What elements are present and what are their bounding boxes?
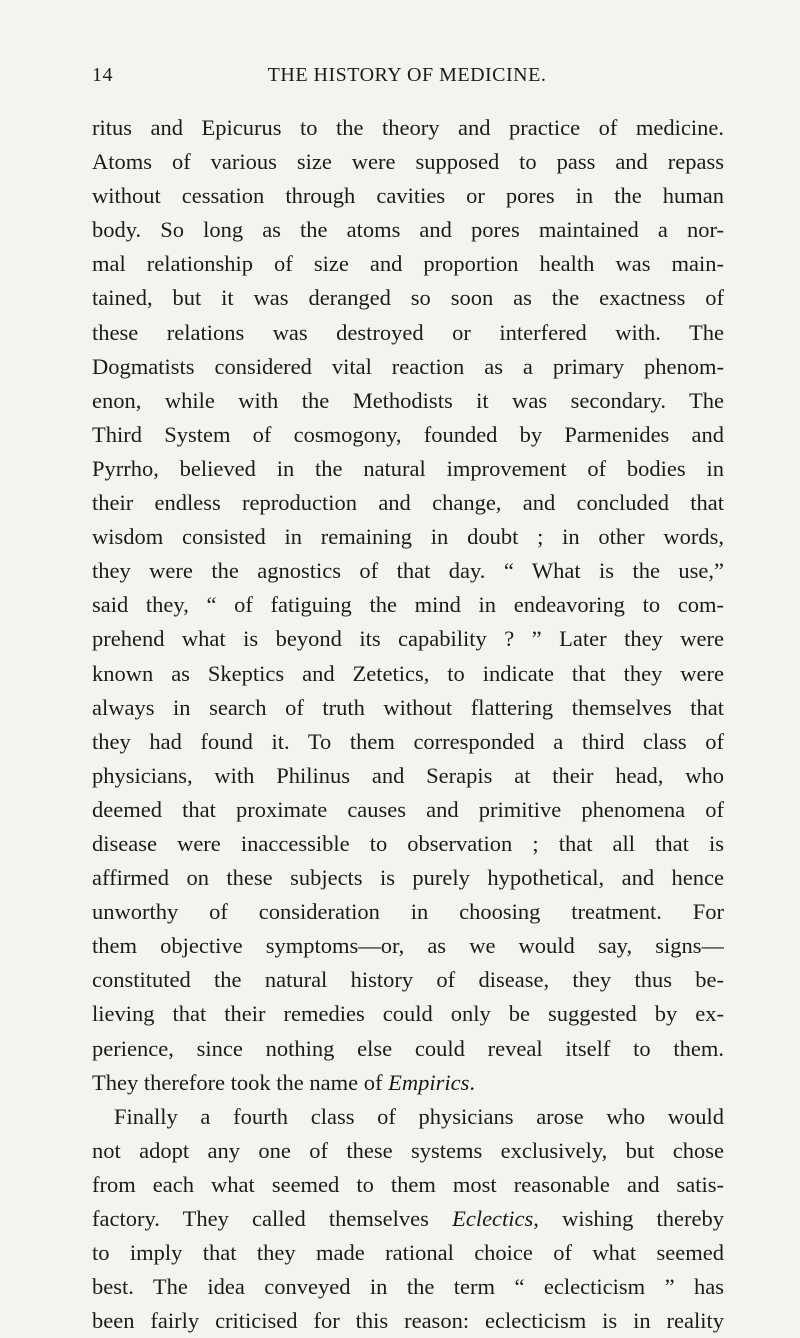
text-line bbox=[92, 1202, 724, 1236]
text-line: they were the agnostics of that day. “ What is the use,” bbox=[92, 558, 724, 584]
text-line: constituted the natural history of disease, they thus be- bbox=[92, 967, 724, 993]
text-line: perience, since nothing else could reveal itself to them. bbox=[92, 1035, 724, 1061]
text-line: ritus and Epicurus to the theory and practice of medicine. bbox=[92, 115, 724, 140]
text-line: tained, but it was deranged so soon as the exactness of bbox=[92, 285, 724, 311]
text-line: enon, while with the Methodists it was secondary. The bbox=[92, 387, 724, 413]
text-line: without cessation through cavities or pores in the human bbox=[92, 183, 724, 209]
paragraph-start-line: Finally a fourth class of physicians arose who would bbox=[114, 1103, 724, 1129]
text-run: They therefore took the name of bbox=[92, 1069, 389, 1095]
text-line: been fairly criticised for this reason: eclecticism is in reality bbox=[92, 1308, 724, 1334]
text-line: best. The idea conveyed in the term “ eclecticism ” has bbox=[92, 1274, 724, 1300]
text-run: factory. They called themselves bbox=[92, 1206, 453, 1231]
text-line: Dogmatists considered vital reaction as a primary phenom- bbox=[92, 353, 724, 379]
emphasis-term: Empirics bbox=[388, 1069, 470, 1095]
text-line: Third System of cosmogony, founded by Parmenides and bbox=[92, 421, 724, 447]
text-line: not adopt any one of these systems exclusively, but chose bbox=[92, 1137, 724, 1163]
paragraph-end-line bbox=[92, 1066, 724, 1100]
text-line: affirmed on these subjects is purely hypothetical, and hence bbox=[92, 865, 724, 891]
text-line: their endless reproduction and change, and concluded that bbox=[92, 490, 724, 516]
running-title: THE HISTORY OF MEDICINE. bbox=[267, 64, 547, 86]
text-line: prehend what is beyond its capability ? ” Later they were bbox=[92, 626, 724, 652]
text-line: unworthy of consideration in choosing treatment. For bbox=[92, 899, 724, 925]
text-line: physicians, with Philinus and Serapis at their head, who bbox=[92, 762, 724, 788]
body-text bbox=[92, 111, 724, 1338]
text-line: to imply that they made rational choice of what seemed bbox=[92, 1240, 724, 1266]
text-run: . bbox=[469, 1069, 476, 1095]
text-line: them objective symptoms—or, as we would say, signs— bbox=[92, 933, 724, 959]
text-line: body. So long as the atoms and pores maintained a nor- bbox=[92, 217, 724, 243]
text-line: deemed that proximate causes and primitive phenomena of bbox=[92, 796, 724, 822]
page-number: 14 bbox=[92, 64, 113, 86]
text-line: lieving that their remedies could only be suggested by ex- bbox=[92, 1001, 724, 1027]
text-run: , wishing thereby bbox=[533, 1206, 724, 1231]
text-line: disease were inaccessible to observation ; that all that is bbox=[92, 830, 724, 856]
text-line: always in search of truth without flattering themselves that bbox=[92, 694, 724, 720]
text-line: said they, “ of fatiguing the mind in endeavoring to com- bbox=[92, 592, 724, 618]
emphasis-term: Eclectics bbox=[452, 1206, 534, 1231]
running-head bbox=[92, 64, 722, 92]
text-line: mal relationship of size and proportion health was main- bbox=[92, 251, 724, 277]
text-line: Atoms of various size were supposed to pass and repass bbox=[92, 149, 724, 175]
text-line: Pyrrho, believed in the natural improvement of bodies in bbox=[92, 455, 724, 481]
text-line: known as Skeptics and Zetetics, to indicate that they were bbox=[92, 660, 724, 686]
text-line: they had found it. To them corresponded a third class of bbox=[92, 728, 724, 754]
text-line: wisdom consisted in remaining in doubt ; in other words, bbox=[92, 524, 724, 550]
text-line: these relations was destroyed or interfered with. The bbox=[92, 319, 724, 345]
text-line: from each what seemed to them most reasonable and satis- bbox=[92, 1171, 724, 1197]
